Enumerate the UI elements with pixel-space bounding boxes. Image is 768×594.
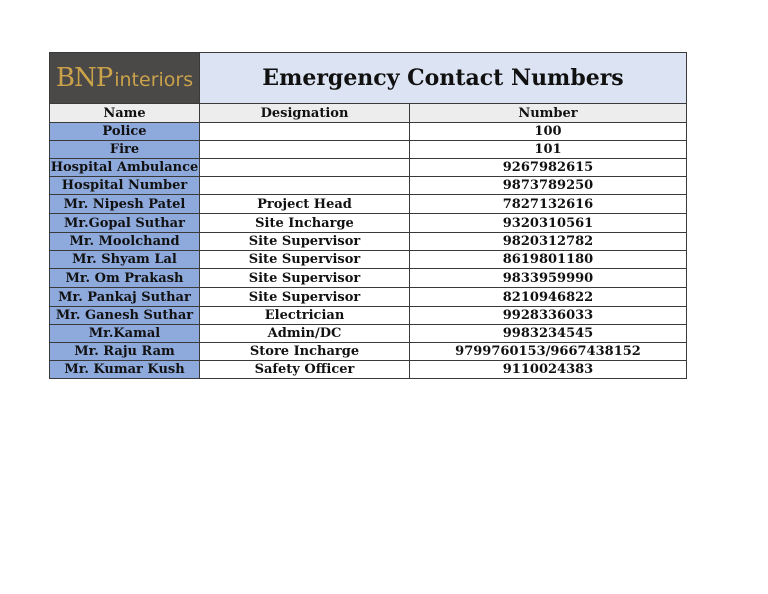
table-row — [50, 307, 687, 325]
cell-designation: Site Supervisor — [200, 269, 410, 288]
cell-number: 9267982615 — [410, 159, 687, 177]
cell-name: Mr. Pankaj Suthar — [50, 288, 200, 307]
contact-sheet — [49, 52, 686, 379]
column-header-name: Name — [50, 104, 200, 123]
cell-designation: Store Incharge — [200, 343, 410, 361]
table-row — [50, 361, 687, 379]
cell-number: 9833959990 — [410, 269, 687, 288]
cell-name: Mr. Om Prakash — [50, 269, 200, 288]
cell-designation: Site Supervisor — [200, 233, 410, 251]
cell-designation — [200, 141, 410, 159]
cell-designation — [200, 177, 410, 195]
cell-number: 9110024383 — [410, 361, 687, 379]
cell-name: Hospital Number — [50, 177, 200, 195]
cell-name: Mr. Shyam Lal — [50, 251, 200, 269]
table-row — [50, 325, 687, 343]
table-row — [50, 251, 687, 269]
cell-number: 9873789250 — [410, 177, 687, 195]
cell-designation: Site Incharge — [200, 214, 410, 233]
cell-name: Police — [50, 123, 200, 141]
cell-name: Hospital Ambulance — [50, 160, 199, 175]
cell-name: Mr. Raju Ram — [50, 343, 200, 361]
cell-number: 101 — [410, 141, 687, 159]
cell-name: Mr.Kamal — [50, 325, 200, 343]
table-row — [50, 177, 687, 195]
logo — [50, 53, 200, 104]
cell-name: Mr. Moolchand — [50, 233, 200, 251]
cell-designation: Admin/DC — [200, 325, 410, 343]
header-row — [50, 104, 687, 123]
emergency-contacts-table — [49, 52, 687, 379]
cell-number: 9320310561 — [410, 214, 687, 233]
cell-number: 9928336033 — [410, 307, 687, 325]
cell-designation: Site Supervisor — [200, 251, 410, 269]
cell-number: 8619801180 — [410, 251, 687, 269]
cell-name: Mr. Nipesh Patel — [50, 195, 200, 214]
cell-number: 9820312782 — [410, 233, 687, 251]
table-row — [50, 159, 687, 177]
cell-designation: Electrician — [200, 307, 410, 325]
cell-name: Mr. Ganesh Suthar — [50, 307, 200, 325]
cell-designation — [200, 123, 410, 141]
logo-interiors: interiors — [114, 69, 194, 91]
table-row — [50, 233, 687, 251]
table-row — [50, 195, 687, 214]
cell-number: 9799760153/9667438152 — [410, 343, 687, 361]
table-row — [50, 214, 687, 233]
cell-number: 8210946822 — [410, 288, 687, 307]
cell-name: Fire — [50, 141, 200, 159]
cell-number: 7827132616 — [410, 195, 687, 214]
title-row — [50, 53, 687, 104]
table-row — [50, 343, 687, 361]
column-header-designation: Designation — [200, 104, 410, 123]
table-row — [50, 123, 687, 141]
table-row — [50, 288, 687, 307]
table-row — [50, 141, 687, 159]
cell-name: Mr.Gopal Suthar — [50, 214, 200, 233]
cell-designation — [200, 159, 410, 177]
logo-bnp: BNP — [55, 63, 113, 93]
cell-number: 9983234545 — [410, 325, 687, 343]
cell-designation: Project Head — [200, 195, 410, 214]
cell-name: Mr. Kumar Kush — [50, 361, 200, 379]
cell-designation: Safety Officer — [200, 361, 410, 379]
cell-designation: Site Supervisor — [200, 288, 410, 307]
table-row — [50, 269, 687, 288]
column-header-number: Number — [410, 104, 687, 123]
cell-number: 100 — [410, 123, 687, 141]
page-title: Emergency Contact Numbers — [200, 53, 687, 104]
